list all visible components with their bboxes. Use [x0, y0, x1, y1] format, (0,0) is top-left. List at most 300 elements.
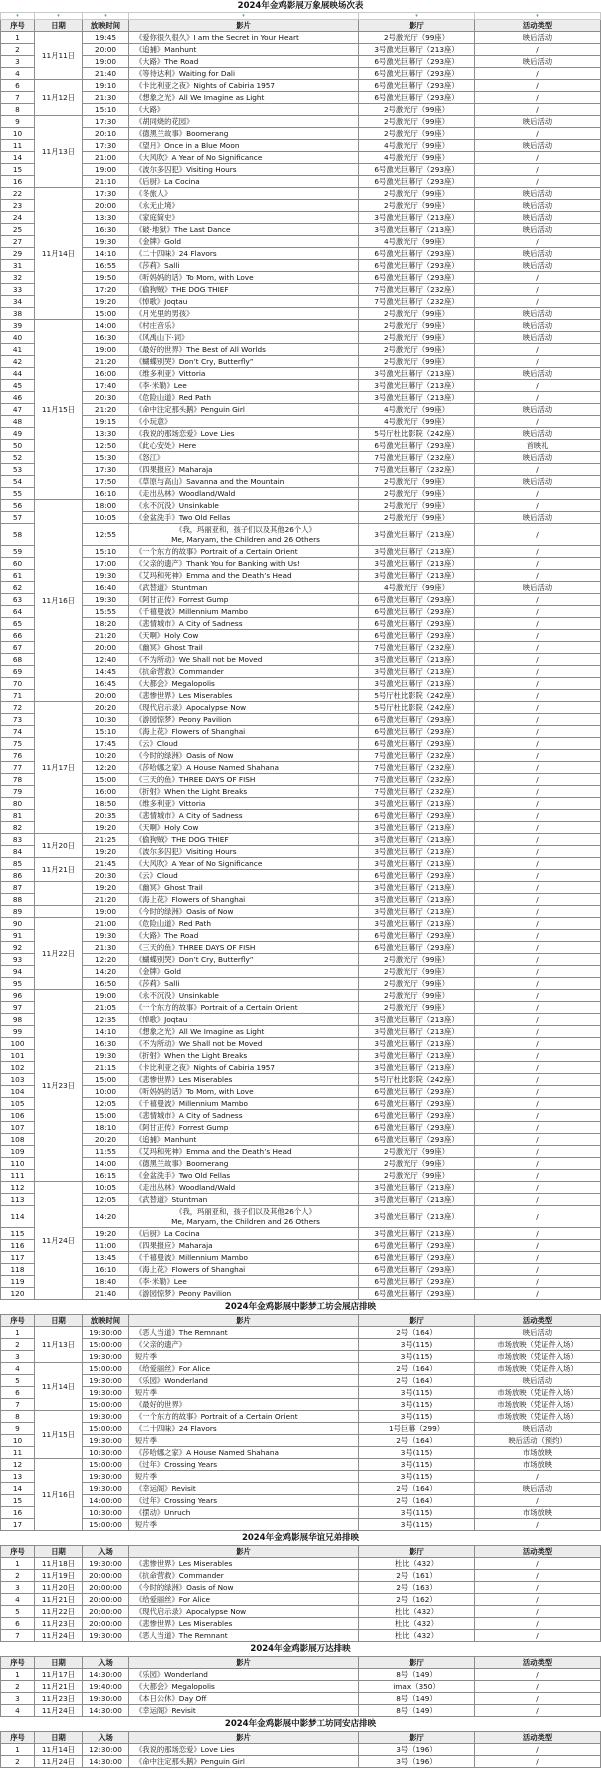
- film-title: 短片季: [129, 1387, 359, 1399]
- time-cell: 19:20: [83, 882, 129, 894]
- time-cell: 17:30: [83, 188, 129, 200]
- section-title: 2024年金鸡影展中影梦工坊同安店排映: [224, 1719, 377, 1729]
- time-cell: 10:30:00: [83, 1507, 129, 1519]
- row-number: 4: [1, 1594, 35, 1606]
- row-number: 23: [1, 200, 35, 212]
- hall-cell: 2号（162）: [359, 1594, 475, 1606]
- hall-cell: 2号（163）: [359, 1582, 475, 1594]
- time-cell: 15:55: [83, 606, 129, 618]
- section-title: 2024年金鸡影展万象展映场次表: [237, 1, 364, 11]
- row-number: 1: [1, 1327, 35, 1339]
- film-title: 《最好的世界》The Best of All Worlds: [129, 344, 359, 356]
- table-row: [1, 1669, 601, 1681]
- film-title: 《怒江》: [129, 452, 359, 464]
- schedule-table: [0, 1531, 601, 1642]
- film-title: 《抗命营救》Commander: [129, 666, 359, 678]
- table-row: [1, 594, 601, 606]
- time-cell: 10:00: [83, 1086, 129, 1098]
- film-title: 《过年》Crossing Years: [129, 1459, 359, 1471]
- film-title: 《四果报应》Maharaja: [129, 1240, 359, 1252]
- hall-cell: 6号激光巨幕厅（293座）: [359, 726, 475, 738]
- hall-cell: 3号激光巨幕厅（213座）: [359, 882, 475, 894]
- row-number: 66: [1, 630, 35, 642]
- film-title: 《云》Cloud: [129, 870, 359, 882]
- row-number: 2: [1, 1339, 35, 1351]
- table-row: [1, 1194, 601, 1206]
- table-row: [1, 308, 601, 320]
- row-number: 13: [1, 1471, 35, 1483]
- activity-type: /: [475, 546, 601, 558]
- table-row: [1, 320, 601, 332]
- hall-cell: 6号激光巨幕厅（293座）: [359, 1252, 475, 1264]
- hall-cell: 2号激光厅（99座）: [359, 966, 475, 978]
- table-row: [1, 332, 601, 344]
- date-cell: 11月15日: [35, 320, 83, 500]
- hall-cell: 2号（161）: [359, 1570, 475, 1582]
- table-row: [1, 1519, 601, 1531]
- hall-cell: 3号激光巨幕厅（213座）: [359, 1228, 475, 1240]
- hall-cell: 3号激光巨幕厅（213座）: [359, 368, 475, 380]
- row-number: 14: [1, 1483, 35, 1495]
- table-row: [1, 822, 601, 834]
- activity-type: /: [475, 726, 601, 738]
- time-cell: 15:00:00: [83, 1399, 129, 1411]
- time-cell: 12:05: [83, 1194, 129, 1206]
- time-cell: 20:30: [83, 870, 129, 882]
- time-cell: 15:00:00: [83, 1339, 129, 1351]
- row-number: 5: [1, 1606, 35, 1618]
- table-row: [1, 1002, 601, 1014]
- activity-type: /: [475, 1252, 601, 1264]
- row-number: 9: [1, 116, 35, 128]
- activity-type: 映后活动: [475, 582, 601, 594]
- row-number: 109: [1, 1146, 35, 1158]
- time-cell: 15:10: [83, 726, 129, 738]
- activity-type: /: [475, 834, 601, 846]
- film-title: 《现代启示录》Apocalypse Now: [129, 702, 359, 714]
- time-cell: 18:40: [83, 1276, 129, 1288]
- activity-type: /: [475, 1122, 601, 1134]
- time-cell: 19:30:00: [83, 1435, 129, 1447]
- filter-dropdown-icon[interactable]: ▾: [359, 13, 475, 20]
- time-cell: 19:30:00: [83, 1471, 129, 1483]
- time-cell: 21:15: [83, 1062, 129, 1074]
- table-row: [1, 738, 601, 750]
- table-row: [1, 1495, 601, 1507]
- activity-type: /: [475, 1669, 601, 1681]
- row-number: 29: [1, 248, 35, 260]
- hall-cell: 6号激光巨幕厅（293座）: [359, 810, 475, 822]
- hall-cell: 3号激光巨幕厅（213座）: [359, 570, 475, 582]
- time-cell: 19:30:00: [83, 1387, 129, 1399]
- table-row: [1, 1744, 601, 1756]
- filter-dropdown-icon[interactable]: ▾: [35, 13, 83, 20]
- table-row: [1, 606, 601, 618]
- row-number: 6: [1, 80, 35, 92]
- row-number: 47: [1, 404, 35, 416]
- film-title: 《危险山道》Red Path: [129, 392, 359, 404]
- row-number: 67: [1, 642, 35, 654]
- table-row: [1, 1339, 601, 1351]
- film-title: 《草原与高山》Savanna and the Mountain: [129, 476, 359, 488]
- row-number: 56: [1, 500, 35, 512]
- activity-type: /: [475, 164, 601, 176]
- filter-dropdown-icon[interactable]: ▾: [1, 13, 35, 20]
- film-title: 《四果报应》Maharaja: [129, 464, 359, 476]
- header-row: [1, 20, 601, 32]
- film-title: 《游园惊梦》Peony Pavilion: [129, 1288, 359, 1300]
- film-title: 《李·米勒》Lee: [129, 380, 359, 392]
- hall-cell: 3号激光巨幕厅（213座）: [359, 546, 475, 558]
- column-header: 活动类型: [475, 20, 601, 32]
- header-row: [1, 1315, 601, 1327]
- film-title: 《波尔多囚犯》Visiting Hours: [129, 846, 359, 858]
- hall-cell: 6号激光巨幕厅（293座）: [359, 56, 475, 68]
- filter-dropdown-icon[interactable]: ▾: [83, 13, 129, 20]
- activity-type: 映后活动: [475, 308, 601, 320]
- hall-cell: 2号激光厅（99座）: [359, 500, 475, 512]
- date-cell: 11月17日: [35, 702, 83, 834]
- filter-dropdown-icon[interactable]: ▾: [129, 13, 359, 20]
- hall-cell: 3号激光巨幕厅（213座）: [359, 654, 475, 666]
- hall-cell: 7号激光巨幕厅（232座）: [359, 750, 475, 762]
- table-row: [1, 1170, 601, 1182]
- film-title: 《天啊》Holy Cow: [129, 630, 359, 642]
- row-number: 58: [1, 524, 35, 546]
- column-header: 影厅: [359, 1315, 475, 1327]
- row-number: 116: [1, 1240, 35, 1252]
- hall-cell: 3号激光巨幕厅（213座）: [359, 1062, 475, 1074]
- hall-cell: 6号激光巨幕厅（293座）: [359, 1134, 475, 1146]
- activity-type: 市场放映: [475, 1447, 601, 1459]
- time-cell: 17:00: [83, 558, 129, 570]
- row-number: 45: [1, 380, 35, 392]
- date-cell: 11月17日: [35, 1669, 83, 1681]
- row-number: 110: [1, 1158, 35, 1170]
- row-number: 60: [1, 558, 35, 570]
- row-number: 17: [1, 1519, 35, 1531]
- film-title: 《永无止境》: [129, 200, 359, 212]
- table-row: [1, 512, 601, 524]
- row-number: 82: [1, 822, 35, 834]
- activity-type: /: [475, 738, 601, 750]
- time-cell: 10:20: [83, 750, 129, 762]
- table-row: [1, 1363, 601, 1375]
- date-cell: 11月20日: [35, 834, 83, 858]
- activity-type: /: [475, 1705, 601, 1717]
- time-cell: 18:50: [83, 798, 129, 810]
- hall-cell: 3号激光巨幕厅（213座）: [359, 822, 475, 834]
- film-title: 《恶人当道》The Remnant: [129, 1630, 359, 1642]
- time-cell: 20:35: [83, 810, 129, 822]
- film-title: 《摆动》Unruch: [129, 1507, 359, 1519]
- film-title: 《海上花》Flowers of Shanghai: [129, 894, 359, 906]
- date-cell: 11月24日: [35, 1182, 83, 1300]
- row-number: 48: [1, 416, 35, 428]
- film-title: 《走出丛林》Woodland/Wald: [129, 488, 359, 500]
- row-number: 3: [1, 1351, 35, 1363]
- table-row: [1, 1507, 601, 1519]
- film-title: 《听妈妈的话》To Mom, with Love: [129, 1086, 359, 1098]
- date-cell: 11月19日: [35, 1570, 83, 1582]
- time-cell: 16:30: [83, 224, 129, 236]
- film-title: 《阿甘正传》Forrest Gump: [129, 594, 359, 606]
- row-number: 6: [1, 1618, 35, 1630]
- table-row: [1, 92, 601, 104]
- activity-type: /: [475, 1681, 601, 1693]
- hall-cell: 杜比（432）: [359, 1558, 475, 1570]
- hall-cell: 2号（164）: [359, 1327, 475, 1339]
- table-row: [1, 260, 601, 272]
- time-cell: 19:30: [83, 594, 129, 606]
- date-cell: 11月12日: [35, 80, 83, 116]
- activity-type: /: [475, 990, 601, 1002]
- film-title: 《永不沉没》Unsinkable: [129, 990, 359, 1002]
- time-cell: 14:00: [83, 1158, 129, 1170]
- activity-type: /: [475, 1756, 601, 1768]
- film-title: 《蝴蝶别哭》Don’t Cry, Butterfly”: [129, 954, 359, 966]
- film-title: 《折射》When the Light Breaks: [129, 786, 359, 798]
- hall-cell: 6号激光巨幕厅（293座）: [359, 1288, 475, 1300]
- column-header: 入场: [83, 1546, 129, 1558]
- time-cell: 14:20: [83, 966, 129, 978]
- hall-cell: 2号激光厅（99座）: [359, 1002, 475, 1014]
- film-title: 《我说的那场恋爱》Love Lies: [129, 1744, 359, 1756]
- table-row: [1, 1182, 601, 1194]
- film-title: 短片季: [129, 1435, 359, 1447]
- table-row: [1, 858, 601, 870]
- film-title: 《艾玛和死神》Emma and the Death’s Head: [129, 1146, 359, 1158]
- table-row: [1, 1693, 601, 1705]
- film-title: 《武替道》Stuntman: [129, 1194, 359, 1206]
- column-header: 影片: [129, 1546, 359, 1558]
- film-title: 《悼歌》Joqtau: [129, 296, 359, 308]
- hall-cell: 5号厅杜比影院（242座）: [359, 702, 475, 714]
- film-title: 《爱你很久很久》I am the Secret in Your Heart: [129, 32, 359, 44]
- film-title: 《命中注定那头鹅》Penguin Girl: [129, 404, 359, 416]
- hall-cell: 6号激光巨幕厅（293座）: [359, 738, 475, 750]
- activity-type: /: [475, 786, 601, 798]
- hall-cell: 2号激光厅（99座）: [359, 1146, 475, 1158]
- column-header: 日期: [35, 1657, 83, 1669]
- column-header: 序号: [1, 1732, 35, 1744]
- time-cell: 14:10: [83, 248, 129, 260]
- filter-dropdown-icon[interactable]: ▾: [475, 13, 601, 20]
- row-number: 32: [1, 272, 35, 284]
- table-row: [1, 1086, 601, 1098]
- time-cell: 10:05: [83, 512, 129, 524]
- schedule-table: [0, 1717, 601, 1768]
- table-row: [1, 942, 601, 954]
- hall-cell: 6号激光巨幕厅（293座）: [359, 440, 475, 452]
- film-title: 《游园惊梦》Peony Pavilion: [129, 714, 359, 726]
- film-title: 《天啊》Holy Cow: [129, 822, 359, 834]
- time-cell: 15:00:00: [83, 1519, 129, 1531]
- schedule-table: [0, 1300, 601, 1531]
- activity-type: 映后活动: [475, 188, 601, 200]
- hall-cell: 3号激光巨幕厅（213座）: [359, 918, 475, 930]
- time-cell: 19:20: [83, 822, 129, 834]
- date-cell: 11月13日: [35, 116, 83, 188]
- film-title: 《追捕》Manhunt: [129, 44, 359, 56]
- time-cell: 19:00: [83, 56, 129, 68]
- time-cell: 20:00:00: [83, 1606, 129, 1618]
- film-title: 短片季: [129, 1351, 359, 1363]
- activity-type: /: [475, 500, 601, 512]
- table-row: [1, 1570, 601, 1582]
- activity-type: /: [475, 570, 601, 582]
- time-cell: 21:20: [83, 894, 129, 906]
- film-title: 《现代启示录》Apocalypse Now: [129, 1606, 359, 1618]
- hall-cell: 3号激光巨幕厅（213座）: [359, 380, 475, 392]
- film-title: 《此心安处》Here: [129, 440, 359, 452]
- row-number: 80: [1, 798, 35, 810]
- film-title: 《给爱丽丝》For Alice: [129, 1363, 359, 1375]
- hall-cell: 6号激光巨幕厅（293座）: [359, 870, 475, 882]
- row-number: 54: [1, 476, 35, 488]
- row-number: 85: [1, 858, 35, 870]
- time-cell: 19:30:00: [83, 1351, 129, 1363]
- film-title: 《偷狗贼》THE DOG THIEF: [129, 834, 359, 846]
- row-number: 72: [1, 702, 35, 714]
- section-title: 2024年金鸡影展华谊兄弟排映: [241, 1533, 360, 1543]
- hall-cell: 6号激光巨幕厅（293座）: [359, 714, 475, 726]
- hall-cell: 3号(115): [359, 1471, 475, 1483]
- activity-type: 市场放映（凭证件入场）: [475, 1399, 601, 1411]
- hall-cell: 6号激光巨幕厅（293座）: [359, 1276, 475, 1288]
- row-number: 99: [1, 1026, 35, 1038]
- hall-cell: 2号激光厅（99座）: [359, 512, 475, 524]
- row-number: 2: [1, 44, 35, 56]
- film-title: 《想象之光》All We Imagine as Light: [129, 92, 359, 104]
- film-title: 《大路》: [129, 104, 359, 116]
- film-title: 《想象之光》All We Imagine as Light: [129, 1026, 359, 1038]
- film-title: 《永不沉没》Unsinkable: [129, 500, 359, 512]
- film-title: 短片季: [129, 1471, 359, 1483]
- time-cell: 19:30:00: [83, 1558, 129, 1570]
- activity-type: 市场放映（凭证件入场）: [475, 1363, 601, 1375]
- row-number: 5: [1, 1375, 35, 1387]
- film-title: 《金牌》Gold: [129, 236, 359, 248]
- table-row: [1, 1327, 601, 1339]
- film-title: 《给爱丽丝》For Alice: [129, 1594, 359, 1606]
- activity-type: /: [475, 1134, 601, 1146]
- row-number: 118: [1, 1264, 35, 1276]
- table-row: [1, 44, 601, 56]
- hall-cell: 7号激光巨幕厅（232座）: [359, 762, 475, 774]
- activity-type: /: [475, 1038, 601, 1050]
- time-cell: 17:30: [83, 140, 129, 152]
- hall-cell: 3号激光巨幕厅（213座）: [359, 392, 475, 404]
- hall-cell: 3号(115): [359, 1387, 475, 1399]
- table-row: [1, 1122, 601, 1134]
- time-cell: 20:30: [83, 392, 129, 404]
- time-cell: 21:30: [83, 92, 129, 104]
- film-title: 《望月》Once in a Blue Moon: [129, 140, 359, 152]
- film-title: 《恶人当道》The Remnant: [129, 1327, 359, 1339]
- film-title: 《大都会》Megalopolis: [129, 678, 359, 690]
- hall-cell: 6号激光巨幕厅（293座）: [359, 68, 475, 80]
- table-row: [1, 1447, 601, 1459]
- time-cell: 16:10: [83, 1264, 129, 1276]
- table-row: [1, 428, 601, 440]
- row-number: 81: [1, 810, 35, 822]
- activity-type: /: [475, 1630, 601, 1642]
- hall-cell: 3号激光巨幕厅（213座）: [359, 846, 475, 858]
- time-cell: 14:30:00: [83, 1756, 129, 1768]
- row-number: 73: [1, 714, 35, 726]
- activity-type: 市场放映: [475, 1459, 601, 1471]
- row-number: 4: [1, 68, 35, 80]
- film-title: 《大路》The Road: [129, 56, 359, 68]
- hall-cell: 7号激光巨幕厅（232座）: [359, 284, 475, 296]
- time-cell: 16:30: [83, 332, 129, 344]
- table-row: [1, 690, 601, 702]
- row-number: 1: [1, 32, 35, 44]
- table-row: [1, 1594, 601, 1606]
- row-number: 3: [1, 56, 35, 68]
- table-row: [1, 1158, 601, 1170]
- time-cell: 16:50: [83, 978, 129, 990]
- table-row: [1, 654, 601, 666]
- activity-type: /: [475, 1170, 601, 1182]
- row-number: 84: [1, 846, 35, 858]
- column-header: 影厅: [359, 1657, 475, 1669]
- activity-type: 映后活动: [475, 200, 601, 212]
- table-row: [1, 1252, 601, 1264]
- table-row: [1, 1606, 601, 1618]
- film-title: 《悲情城市》A City of Sadness: [129, 1110, 359, 1122]
- activity-type: 映后活动: [475, 368, 601, 380]
- row-number: 90: [1, 918, 35, 930]
- row-number: 1: [1, 1558, 35, 1570]
- hall-cell: 3号(115): [359, 1351, 475, 1363]
- hall-cell: 6号激光巨幕厅（293座）: [359, 164, 475, 176]
- date-cell: 11月18日: [35, 1558, 83, 1570]
- hall-cell: 8号（149）: [359, 1693, 475, 1705]
- activity-type: /: [475, 356, 601, 368]
- hall-cell: 3号激光巨幕厅（213座）: [359, 834, 475, 846]
- row-number: 89: [1, 906, 35, 918]
- time-cell: 21:20: [83, 630, 129, 642]
- activity-type: /: [475, 152, 601, 164]
- film-title: 《后厨》La Cocina: [129, 176, 359, 188]
- film-title: 《金盆洗手》Two Old Fellas: [129, 512, 359, 524]
- time-cell: 15:00:00: [83, 1423, 129, 1435]
- table-row: [1, 488, 601, 500]
- table-row: [1, 1459, 601, 1471]
- hall-cell: 3号激光巨幕厅（213座）: [359, 798, 475, 810]
- hall-cell: 6号激光巨幕厅（293座）: [359, 1122, 475, 1134]
- section-title: 2024年金鸡影展中影梦工坊会展店排映: [224, 1302, 377, 1312]
- time-cell: 20:00: [83, 642, 129, 654]
- activity-type: /: [475, 1471, 601, 1483]
- table-row: [1, 464, 601, 476]
- hall-cell: 2号激光厅（99座）: [359, 320, 475, 332]
- column-header: 序号: [1, 1546, 35, 1558]
- time-cell: 17:45: [83, 738, 129, 750]
- activity-type: /: [475, 954, 601, 966]
- hall-cell: 杜比（432）: [359, 1618, 475, 1630]
- hall-cell: 2号激光厅（99座）: [359, 32, 475, 44]
- film-title: 《我，玛丽亚和，孩子们以及其他26个人》 Me, Maryam, the Children and 26 Others: [129, 1206, 359, 1228]
- table-row: [1, 452, 601, 464]
- film-title: 《卡比利亚之夜》Nights of Cabiria 1957: [129, 80, 359, 92]
- hall-cell: 3号(115): [359, 1399, 475, 1411]
- table-row: [1, 1288, 601, 1300]
- film-title: 《抗命营救》Commander: [129, 1570, 359, 1582]
- row-number: 65: [1, 618, 35, 630]
